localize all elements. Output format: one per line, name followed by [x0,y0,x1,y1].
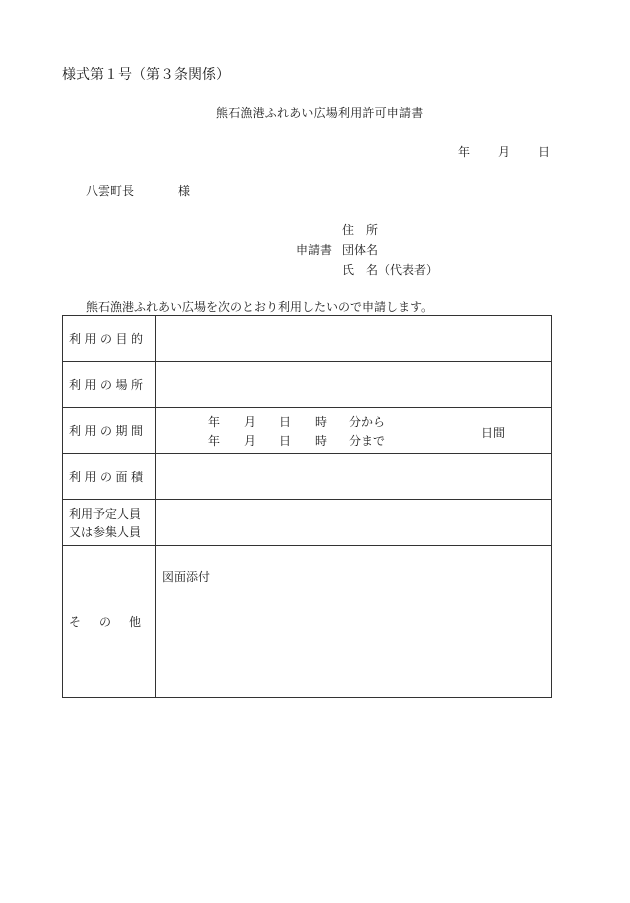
period-label: 利用の期間 [63,408,156,454]
other-label-char-1: そ [69,615,82,629]
attachment-note: 図面添付 [162,570,211,584]
period-to-year: 年 [208,434,221,448]
applicant-label: 申請書 [296,243,333,257]
period-to [208,432,385,449]
table-row [63,454,552,500]
period-from-hour: 時 [315,415,328,429]
table-row [63,500,552,546]
document-title: 熊石漁港ふれあい広場利用許可申請書 [216,106,424,120]
addressee-name: 八雲町長 [86,184,135,198]
table-row [63,316,552,362]
addressee [86,182,191,199]
application-table [62,315,552,698]
period-field[interactable] [156,408,552,454]
period-to-hour: 時 [315,434,328,448]
period-to-month: 月 [244,434,257,448]
applicant-address-label: 住 所 [342,223,379,237]
period-from-month: 月 [244,415,257,429]
intro-text: 熊石漁港ふれあい広場を次のとおり利用したいので申請します。 [86,300,434,314]
applicant-name-label: 氏 名（代表者） [342,263,439,277]
other-label-char-3: 他 [128,615,141,629]
form-number: 様式第１号（第３条関係） [62,67,230,83]
place-field[interactable] [156,362,552,408]
purpose-field[interactable] [156,316,552,362]
area-label: 利用の面積 [63,454,156,500]
people-label-line2: 又は参集人員 [69,524,142,539]
table-row [63,546,552,698]
period-from [208,413,385,430]
date-line [458,143,550,160]
area-field[interactable] [156,454,552,500]
people-field[interactable] [156,500,552,546]
table-row [63,408,552,454]
table-row [63,362,552,408]
period-from-minute: 分から [349,415,386,429]
other-field[interactable] [156,546,552,698]
other-label [63,546,156,698]
date-year: 年 [458,145,471,159]
period-days: 日間 [481,426,506,440]
date-day: 日 [538,145,551,159]
applicant-organization-label: 団体名 [342,243,379,257]
period-from-day: 日 [279,415,292,429]
addressee-honorific: 様 [178,184,191,198]
period-to-day: 日 [279,434,292,448]
purpose-label: 利用の目的 [63,316,156,362]
period-to-minute: 分まで [349,434,386,448]
people-label [63,500,156,546]
period-from-year: 年 [208,415,221,429]
date-month: 月 [498,145,511,159]
place-label: 利用の場所 [63,362,156,408]
other-label-char-2: の [98,615,111,629]
people-label-line1: 利用予定人員 [69,506,142,521]
